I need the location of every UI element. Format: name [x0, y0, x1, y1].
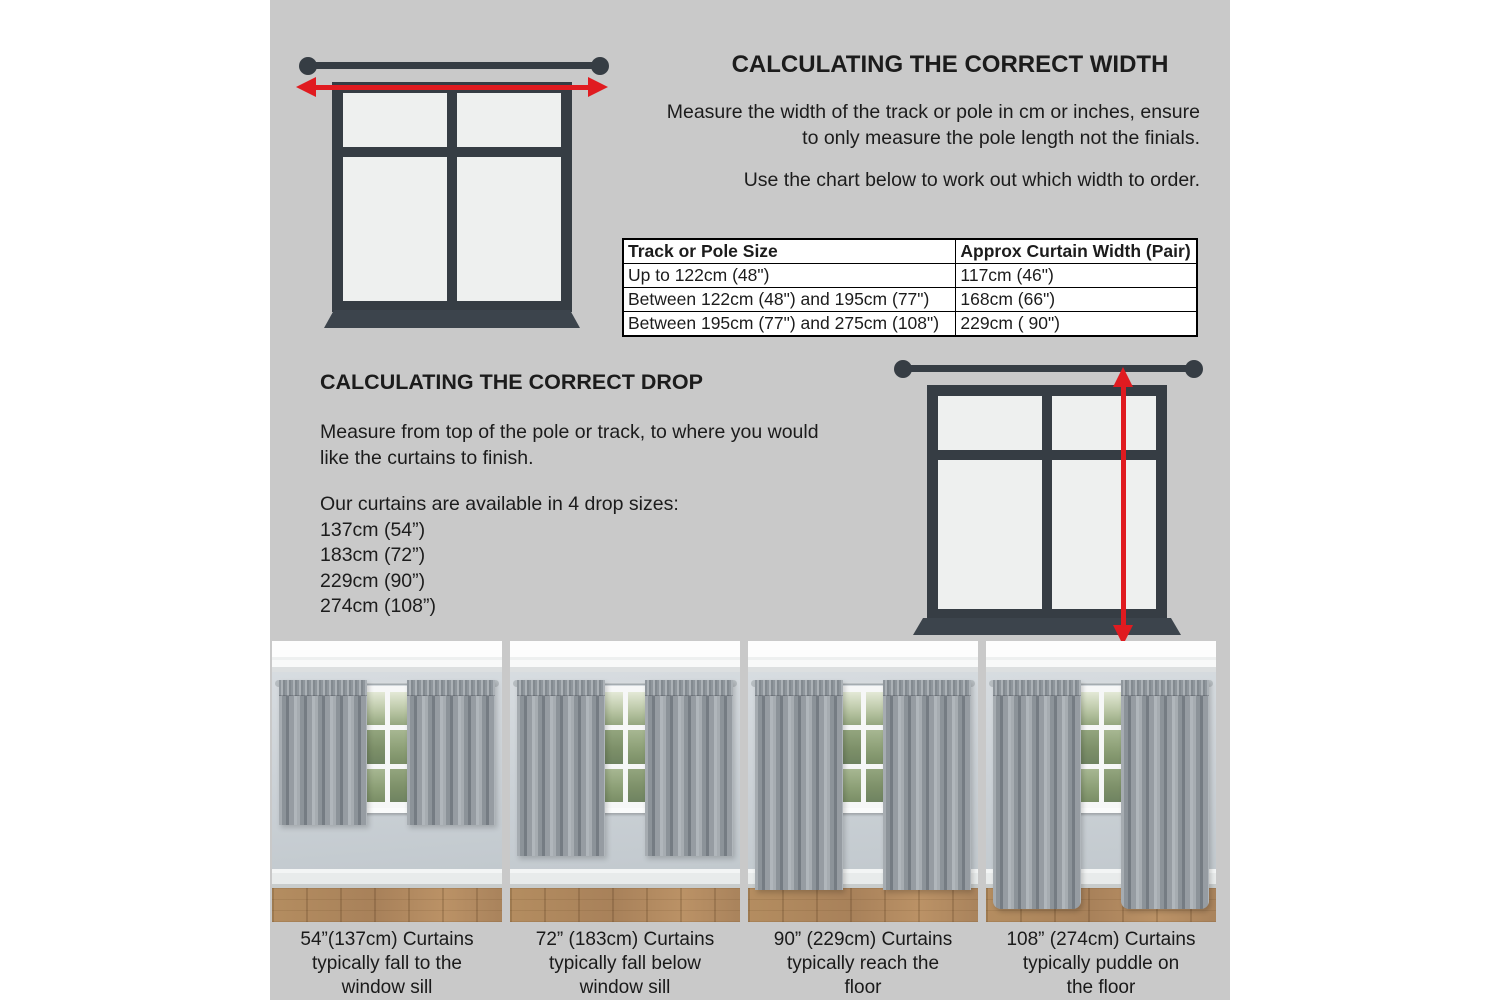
- drop-size-item: 183cm (72”): [320, 544, 426, 566]
- caption-line: window sill: [341, 977, 433, 998]
- curtain-panel-left: [755, 680, 843, 890]
- skirting-board: [272, 869, 502, 888]
- curtain-photo-90: [748, 641, 978, 922]
- window-pane: [457, 93, 561, 147]
- skirting-board: [510, 869, 740, 888]
- drop-size-item: 274cm (108”): [320, 595, 436, 617]
- photo-caption-72: [510, 928, 740, 1000]
- window-pane: [1052, 460, 1156, 609]
- pole-finial-icon: [894, 360, 912, 378]
- table-header-curtain-width: Approx Curtain Width (Pair): [956, 239, 1197, 264]
- width-section-title: CALCULATING THE CORRECT WIDTH: [731, 51, 1169, 78]
- curtain-panel-right: [645, 680, 733, 856]
- curtain-panel-right: [883, 680, 971, 890]
- curtain-pole: [902, 365, 1194, 372]
- drop-intro-line2: like the curtains to finish.: [320, 446, 534, 469]
- pole-size-cell: Up to 122cm (48"): [623, 264, 956, 288]
- cornice: [510, 641, 740, 672]
- curtain-width-cell: 117cm (46"): [956, 264, 1197, 288]
- curtain-panel-right: [1121, 680, 1209, 909]
- caption-line: 54”(137cm) Curtains: [300, 929, 474, 950]
- table-header-row: [623, 239, 1197, 264]
- caption-line: typically puddle on: [1022, 953, 1180, 974]
- curtain-width-cell: 229cm ( 90"): [956, 312, 1197, 337]
- window-sill: [913, 618, 1181, 635]
- table-row: [623, 288, 1197, 312]
- drop-size-item: 137cm (54”): [320, 518, 426, 541]
- cornice: [748, 641, 978, 672]
- caption-line: 108” (274cm) Curtains: [1006, 929, 1196, 950]
- curtain-panel-left: [993, 680, 1081, 909]
- chart-note: Use the chart below to work out which width to order.: [743, 169, 1200, 191]
- cornice: [272, 641, 502, 672]
- caption-line: 72” (183cm) Curtains: [535, 929, 715, 950]
- wood-floor: [510, 888, 740, 922]
- drop-intro-line1: Measure from top of the pole or track, to where you would: [320, 421, 819, 443]
- window-pane: [457, 157, 561, 301]
- photo-caption-54: [272, 928, 502, 1000]
- cornice: [986, 641, 1216, 672]
- curtain-photo-72: [510, 641, 740, 922]
- size-chart-table: [622, 238, 1198, 337]
- caption-line: the floor: [1066, 977, 1136, 998]
- photo-caption-90: [748, 928, 978, 1000]
- wood-floor: [748, 888, 978, 922]
- drop-sizes-list: [320, 492, 880, 620]
- pole-finial-icon: [299, 57, 317, 75]
- table-row: [623, 264, 1197, 288]
- caption-line: 90” (229cm) Curtains: [773, 929, 953, 950]
- width-arrow-icon: [296, 77, 608, 97]
- width-intro-line1: Measure the width of the track or pole in cm or inches, ensure: [666, 101, 1200, 123]
- drop-sizes-intro: Our curtains are available in 4 drop sizes:: [320, 493, 679, 515]
- window-pane: [938, 460, 1042, 609]
- window-pane: [938, 396, 1042, 450]
- curtain-measuring-guide: [270, 0, 1230, 1000]
- curtain-pole: [308, 62, 600, 69]
- pole-size-cell: Between 195cm (77") and 275cm (108"): [623, 312, 956, 337]
- window-pane: [1052, 396, 1156, 450]
- pole-finial-icon: [1185, 360, 1203, 378]
- drop-size-item: 229cm (90”): [320, 569, 426, 592]
- wood-floor: [272, 888, 502, 922]
- caption-line: typically fall below: [548, 953, 702, 974]
- window-width-illustration: [296, 50, 616, 340]
- caption-line: floor: [844, 977, 882, 998]
- drop-arrow-icon: [1112, 367, 1136, 645]
- window-frame: [332, 82, 572, 312]
- curtain-panel-left: [279, 680, 367, 825]
- curtain-photo-108: [986, 641, 1216, 922]
- window-pane: [343, 157, 447, 301]
- pole-size-cell: Between 122cm (48") and 195cm (77"): [623, 288, 956, 312]
- window-pane: [343, 93, 447, 147]
- drop-intro-text: [320, 420, 880, 471]
- photo-caption-108: [986, 928, 1216, 1000]
- curtain-panel-right: [407, 680, 495, 825]
- window-drop-illustration: [898, 355, 1198, 655]
- caption-line: typically reach the: [786, 953, 940, 974]
- drop-section-title: CALCULATING THE CORRECT DROP: [320, 370, 704, 394]
- width-intro-text: [600, 100, 1200, 151]
- width-intro-line2: to only measure the pole length not the finials.: [802, 126, 1200, 149]
- table-header-pole-size: Track or Pole Size: [623, 239, 956, 264]
- curtain-width-cell: 168cm (66"): [956, 288, 1197, 312]
- caption-line: window sill: [579, 977, 671, 998]
- window-sill: [324, 310, 580, 328]
- table-row: [623, 312, 1197, 337]
- caption-line: typically fall to the: [312, 953, 462, 974]
- curtain-panel-left: [517, 680, 605, 856]
- curtain-photo-54: [272, 641, 502, 922]
- pole-finial-icon: [591, 57, 609, 75]
